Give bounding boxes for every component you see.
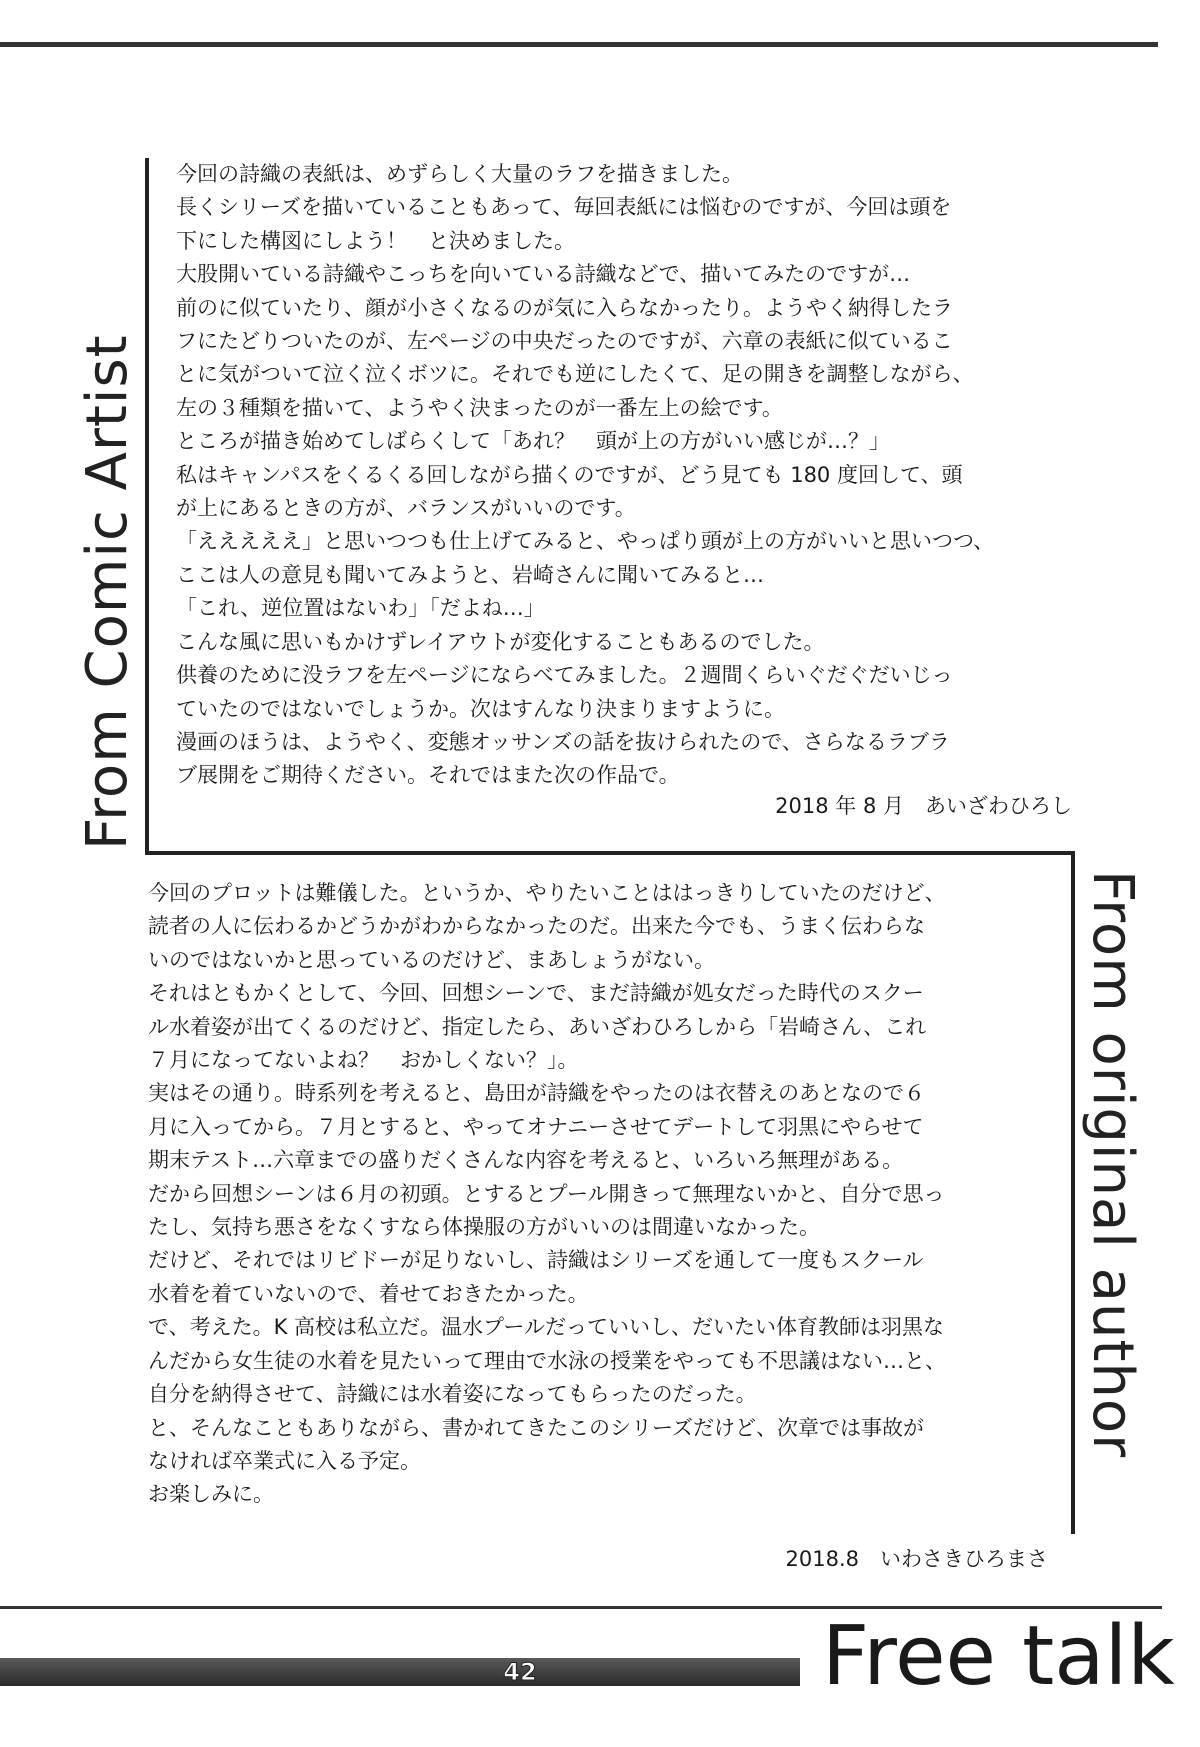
body-line: 下にした構図にしよう！ と決めました。 <box>176 228 575 253</box>
footer-title: Free talk <box>822 1609 1175 1704</box>
author-signature: 2018.8 いわさきひろまさ <box>785 1547 1048 1571</box>
body-line: 供養のために没ラフを左ページにならべてみました。２週間くらいぐだぐだいじっ <box>176 663 953 688</box>
body-line: で、考えた。K 高校は私立だ。温水プールだっていいし、だいたい体育教師は羽黒な <box>148 1315 944 1340</box>
body-line: 大股開いている詩織やこっちを向いている詩織などで、描いてみたのですが… <box>176 262 911 287</box>
body-line: 前のに似ていたり、顔が小さくなるのが気に入らなかったり。ようやく納得したラ <box>176 295 953 320</box>
author-section-heading: From original author <box>1080 870 1145 1459</box>
body-line: 水着を着ていないので、着せておきたかった。 <box>148 1281 589 1306</box>
body-line: それはともかくとして、今回、回想シーンで、まだ詩織が処女だった時代のスクー <box>148 981 924 1006</box>
page-number: 42 <box>503 1658 537 1686</box>
body-line: と、そんなこともありながら、書かれてきたこのシリーズだけど、次章では事故が <box>148 1415 924 1440</box>
body-line: ル水着姿が出てくるのだけど、指定したら、あいざわひろしから「岩崎さん、これ <box>148 1014 927 1039</box>
body-line: 漫画のほうは、ようやく、変態オッサンズの話を抜けられたので、さらなるラブラ <box>176 729 950 754</box>
section-divider <box>145 851 1075 855</box>
body-line: 「えええええ」と思いつつも仕上げてみると、やっぱり頭が上の方がいいと思いつつ、 <box>176 529 995 554</box>
body-line: ここは人の意見も聞いてみようと、岩崎さんに聞いてみると… <box>176 562 764 587</box>
footer-bar <box>0 1658 800 1686</box>
author-section-body <box>148 877 1058 1512</box>
body-line: こんな風に思いもかけずレイアウトが変化することもあるのでした。 <box>176 629 825 654</box>
body-line: 今回のプロットは難儀した。というか、やりたいことははっきりしていたのだけど、 <box>148 881 946 905</box>
body-line: 今回の詩織の表紙は、めずらしく大量のラフを描きました。 <box>176 162 743 186</box>
body-line: たし、気持ち悪さをなくすなら体操服の方がいいのは間違いなかった。 <box>148 1215 820 1240</box>
body-line: お楽しみに。 <box>148 1482 274 1507</box>
body-line: 月に入ってから。７月とすると、やってオナニーさせてデートして羽黒にやらせて <box>148 1114 924 1139</box>
body-line: とに気がついて泣く泣くボツに。それでも逆にしたくて、足の開きを調整しながら、 <box>176 362 974 387</box>
artist-section-body <box>176 158 1076 793</box>
body-line: だけど、それではリビドーが足りないし、詩織はシリーズを通して一度もスクール <box>148 1248 924 1273</box>
body-line: 長くシリーズを描いていることもあって、毎回表紙には悩むのですが、今回は頭を <box>176 195 952 220</box>
body-line: 自分を納得させて、詩織には水着姿になってもらったのだった。 <box>148 1382 757 1407</box>
body-line: 左の３種類を描いて、ようやく決まったのが一番左上の絵です。 <box>176 395 783 420</box>
artist-section-heading: From Comic Artist <box>75 334 140 850</box>
body-line: 私はキャンパスをくるくる回しながら描くのですが、どう見ても 180 度回して、頭 <box>176 462 963 487</box>
body-line: だから回想シーンは６月の初頭。とするとプール開きって無理ないかと、自分で思っ <box>148 1181 945 1206</box>
body-line: 読者の人に伝わるかどうかがわからなかったのだ。出来た今でも、うまく伝わらな <box>148 914 925 939</box>
body-line: なければ卒業式に入る予定。 <box>148 1448 421 1473</box>
body-line: ブ展開をご期待ください。それではまた次の作品で。 <box>176 763 680 788</box>
body-line: ところが描き始めてしばらくして「あれ？ 頭が上の方がいい感じが…？」 <box>176 429 890 454</box>
body-line: フにたどりついたのが、左ページの中央だったのですが、六章の表紙に似ているこ <box>176 329 953 354</box>
body-line: ていたのではないでしょうか。次はすんなり決まりますように。 <box>176 696 785 721</box>
body-line: いのではないかと思っているのだけど、まあしょうがない。 <box>148 947 715 972</box>
artist-section-left-border <box>145 158 149 855</box>
body-line: んだから女生徒の水着を見たいって理由で水泳の授業をやっても不思議はない…と、 <box>148 1348 946 1373</box>
body-line: 期末テスト…六章までの盛りだくさんな内容を考えると、いろいろ無理がある。 <box>148 1148 904 1173</box>
body-line: 実はその通り。時系列を考えると、島田が詩織をやったのは衣替えのあとなので６ <box>148 1081 925 1106</box>
author-section-right-border <box>1071 851 1075 1534</box>
artist-signature: 2018 年 8 月 あいざわひろし <box>775 794 1072 818</box>
body-line: 「これ、逆位置はないわ」「だよね…」 <box>176 596 545 621</box>
body-line: が上にあるときの方が、バランスがいいのです。 <box>176 496 636 521</box>
body-line: ７月になってないよね？ おかしくない？」。 <box>148 1048 579 1073</box>
top-rule <box>0 42 1158 47</box>
